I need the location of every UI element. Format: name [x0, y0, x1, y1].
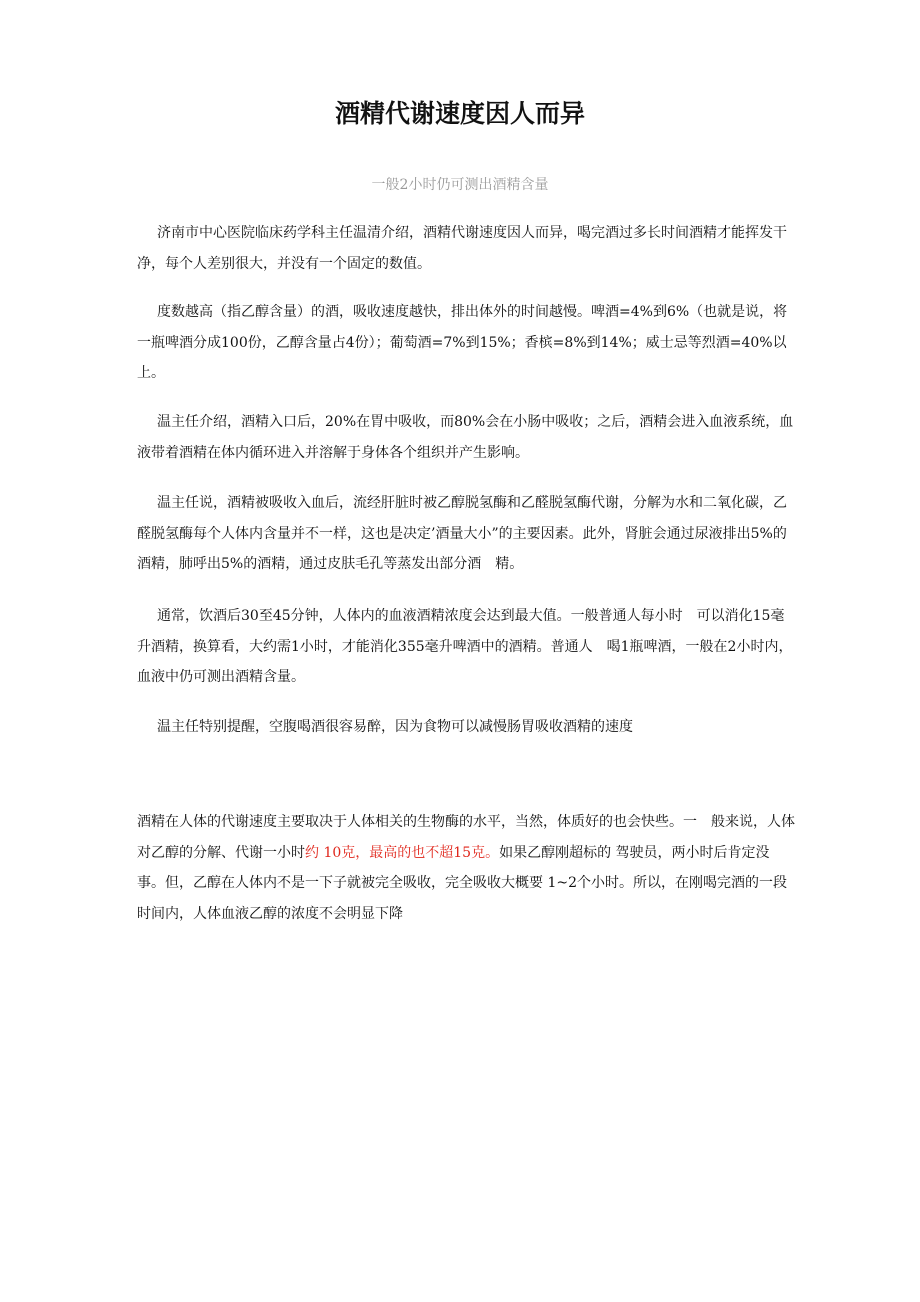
summary-highlight: 约 10克，最高的也不超15克。	[305, 844, 500, 861]
paragraph-metabolism: 温主任说，酒精被吸收入血后，流经肝脏时被乙醇脱氢酶和乙醛脱氢酶代谢，分解为水和二氧化碳，乙醛脱氢酶每个人体内含量并不一样，这也是决定’酒量大小”的主要因素。此外，肾脏会通过尿液排出5%的酒精，肺呼出5%的酒精，通过皮肤毛孔等蒸发出部分酒 精。	[137, 495, 787, 572]
paragraph-intro: 济南市中心医院临床药学科主任温清介绍，酒精代谢速度因人而异，喝完酒过多长时间酒精才能挥发干净，每个人差别很大，并没有一个固定的数值。	[137, 225, 787, 272]
paragraph-absorption: 温主任介绍，酒精入口后，20%在胃中吸收，而80%会在小肠中吸收；之后，酒精会进入血液系统，血液带着酒精在体内循环进入并溶解于身体各个组织并产生影响。	[137, 414, 794, 461]
document-subtitle: 一般2小时仍可测出酒精含量	[371, 177, 549, 193]
paragraph-warning: 温主任特别提醒，空腹喝酒很容易醉，因为食物可以减慢肠胃吸收酒精的速度	[157, 719, 633, 735]
paragraph-blood-concentration: 通常，饮酒后30至45分钟，人体内的血液酒精浓度会达到最大值。一般普通人每小时 可以消化15毫升酒精，换算看，大约需1小时，才能消化355毫升啤酒中的酒精。普通人 喝1瓶啤酒，一般在2小时内，血液中仍可测出酒精含量。	[137, 608, 793, 685]
paragraph-alcohol-content: 度数越高（指乙醇含量）的酒，吸收速度越快，排出体外的时间越慢。啤酒=4%到6%（也就是说，将一瓶啤酒分成100份，乙醇含量占4份）；葡萄酒=7%到15%；香槟=8%到14%；威士忌等烈酒=40%以上。	[137, 304, 788, 381]
summary-text-after: 如果乙醇刚超标的 驾驶员，两小时后肯定没事。但，乙醇在人体内不是一下子就被完全吸收，完全吸收大概要 1~2个小时。所以，在刚喝完酒的一段时间内，人体血液乙醇的浓度不会明显下降	[137, 844, 787, 922]
paragraph-enzyme-summary	[137, 807, 797, 929]
summary-text-before: 酒精在人体的代谢速度主要取决于人体相关的生物酶的水平，当然，体质好的也会快些。一 般来说，人体对乙醇的分解、代谢一小时	[137, 814, 795, 861]
document-title: 酒精代谢速度因人而异	[334, 99, 585, 128]
